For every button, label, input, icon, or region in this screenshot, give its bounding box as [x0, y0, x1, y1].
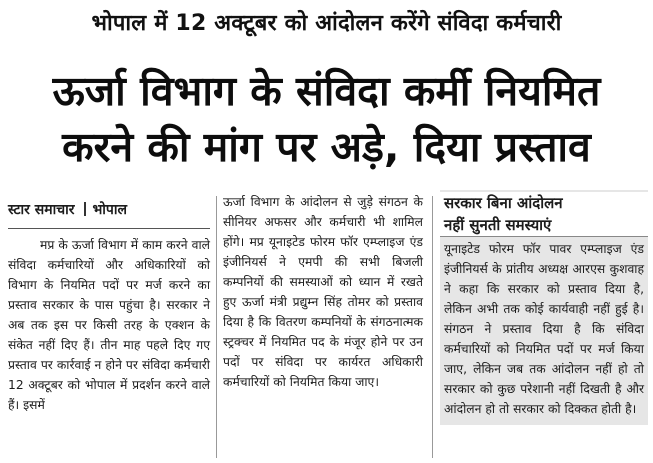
byline-separator [84, 202, 86, 216]
sidebar-heading-line-2: नहीं सुनती समस्याएं [444, 216, 552, 234]
column-divider [216, 196, 217, 458]
kicker-headline: भोपाल में 12 अक्टूबर को आंदोलन करेंगे संविदा कर्मचारी [91, 11, 562, 36]
article-column-1 [8, 192, 210, 415]
article-column-2 [223, 192, 423, 392]
sidebar-text: यूनाइटेड फोरम फॉर पावर एम्प्लाइज एंड इंजीनियर्स के प्रांतीय अध्यक्ष आरएस कुशवाह ने कहा कि सरकार को प्रस्ताव दिया है, लेकिन अभी तक कोई कार्यवाही नहीं हुई है। संगठन ने प्रस्ताव दिया है कि संविदा कर्मचारियों को नियमित पदों पर मर्ज किया जाए, लेकिन जब तक आंदोलन नहीं हो तो सरकार को कुछ परेशानी नहीं दिखती है और आंदोलन हो तो सरकार को दिक्कत होती है। [444, 242, 644, 416]
headline-line-1: ऊर्जा विभाग के संविदा कर्मी नियमित [52, 67, 601, 115]
column-divider [432, 196, 433, 458]
byline-source: स्टार समाचार [8, 202, 75, 218]
sidebar-heading [440, 192, 648, 237]
byline [8, 192, 210, 229]
sidebar-panel [440, 190, 648, 425]
byline-place: भोपाल [92, 202, 127, 218]
column-1-text: मप्र के ऊर्जा विभाग में काम करने वाले संविदा कर्मचारियों और अधिकारियों को विभाग के नियमित पदों पर मर्ज करने का प्रस्ताव सरकार के पास पहुंचा है। सरकार ने अब तक इस पर किसी तरह के एक्शन के संकेत नहीं दिए हैं। तीन माह पहले दिए गए प्रस्ताव पर कार्रवाई न होने पर संविदा कर्मचारी 12 अक्टूबर को भोपाल में प्रदर्शन करने वाले हैं। इसमें [8, 238, 210, 412]
sidebar-box [440, 192, 648, 425]
headline-line-2: करने की मांग पर अड़े, दिया प्रस्ताव [62, 123, 591, 171]
column-2-text: ऊर्जा विभाग के आंदोलन से जुड़े संगठन के सीनियर अफसर और कर्मचारी भी शामिल होंगे। मप्र यूनाइटेड फोरम फॉर एम्प्लाइज एंड इंजीनियर्स ने एमपी की सभी बिजली कम्पनियों की समस्याओं को ध्यान में रखते हुए ऊर्जा मंत्री प्रद्युम्न सिंह तोमर को प्रस्ताव दिया है कि वितरण कम्पनियों के संगठनात्मक स्ट्रक्चर में नियमित पद के मंजूर होने पर उन पदों पर संविदा पर कार्यरत अधिकारी कर्मचारियों को नियमित किया जाए। [223, 195, 423, 389]
sidebar-heading-line-1: सरकार बिना आंदोलन [444, 194, 563, 212]
main-headline [6, 44, 647, 194]
